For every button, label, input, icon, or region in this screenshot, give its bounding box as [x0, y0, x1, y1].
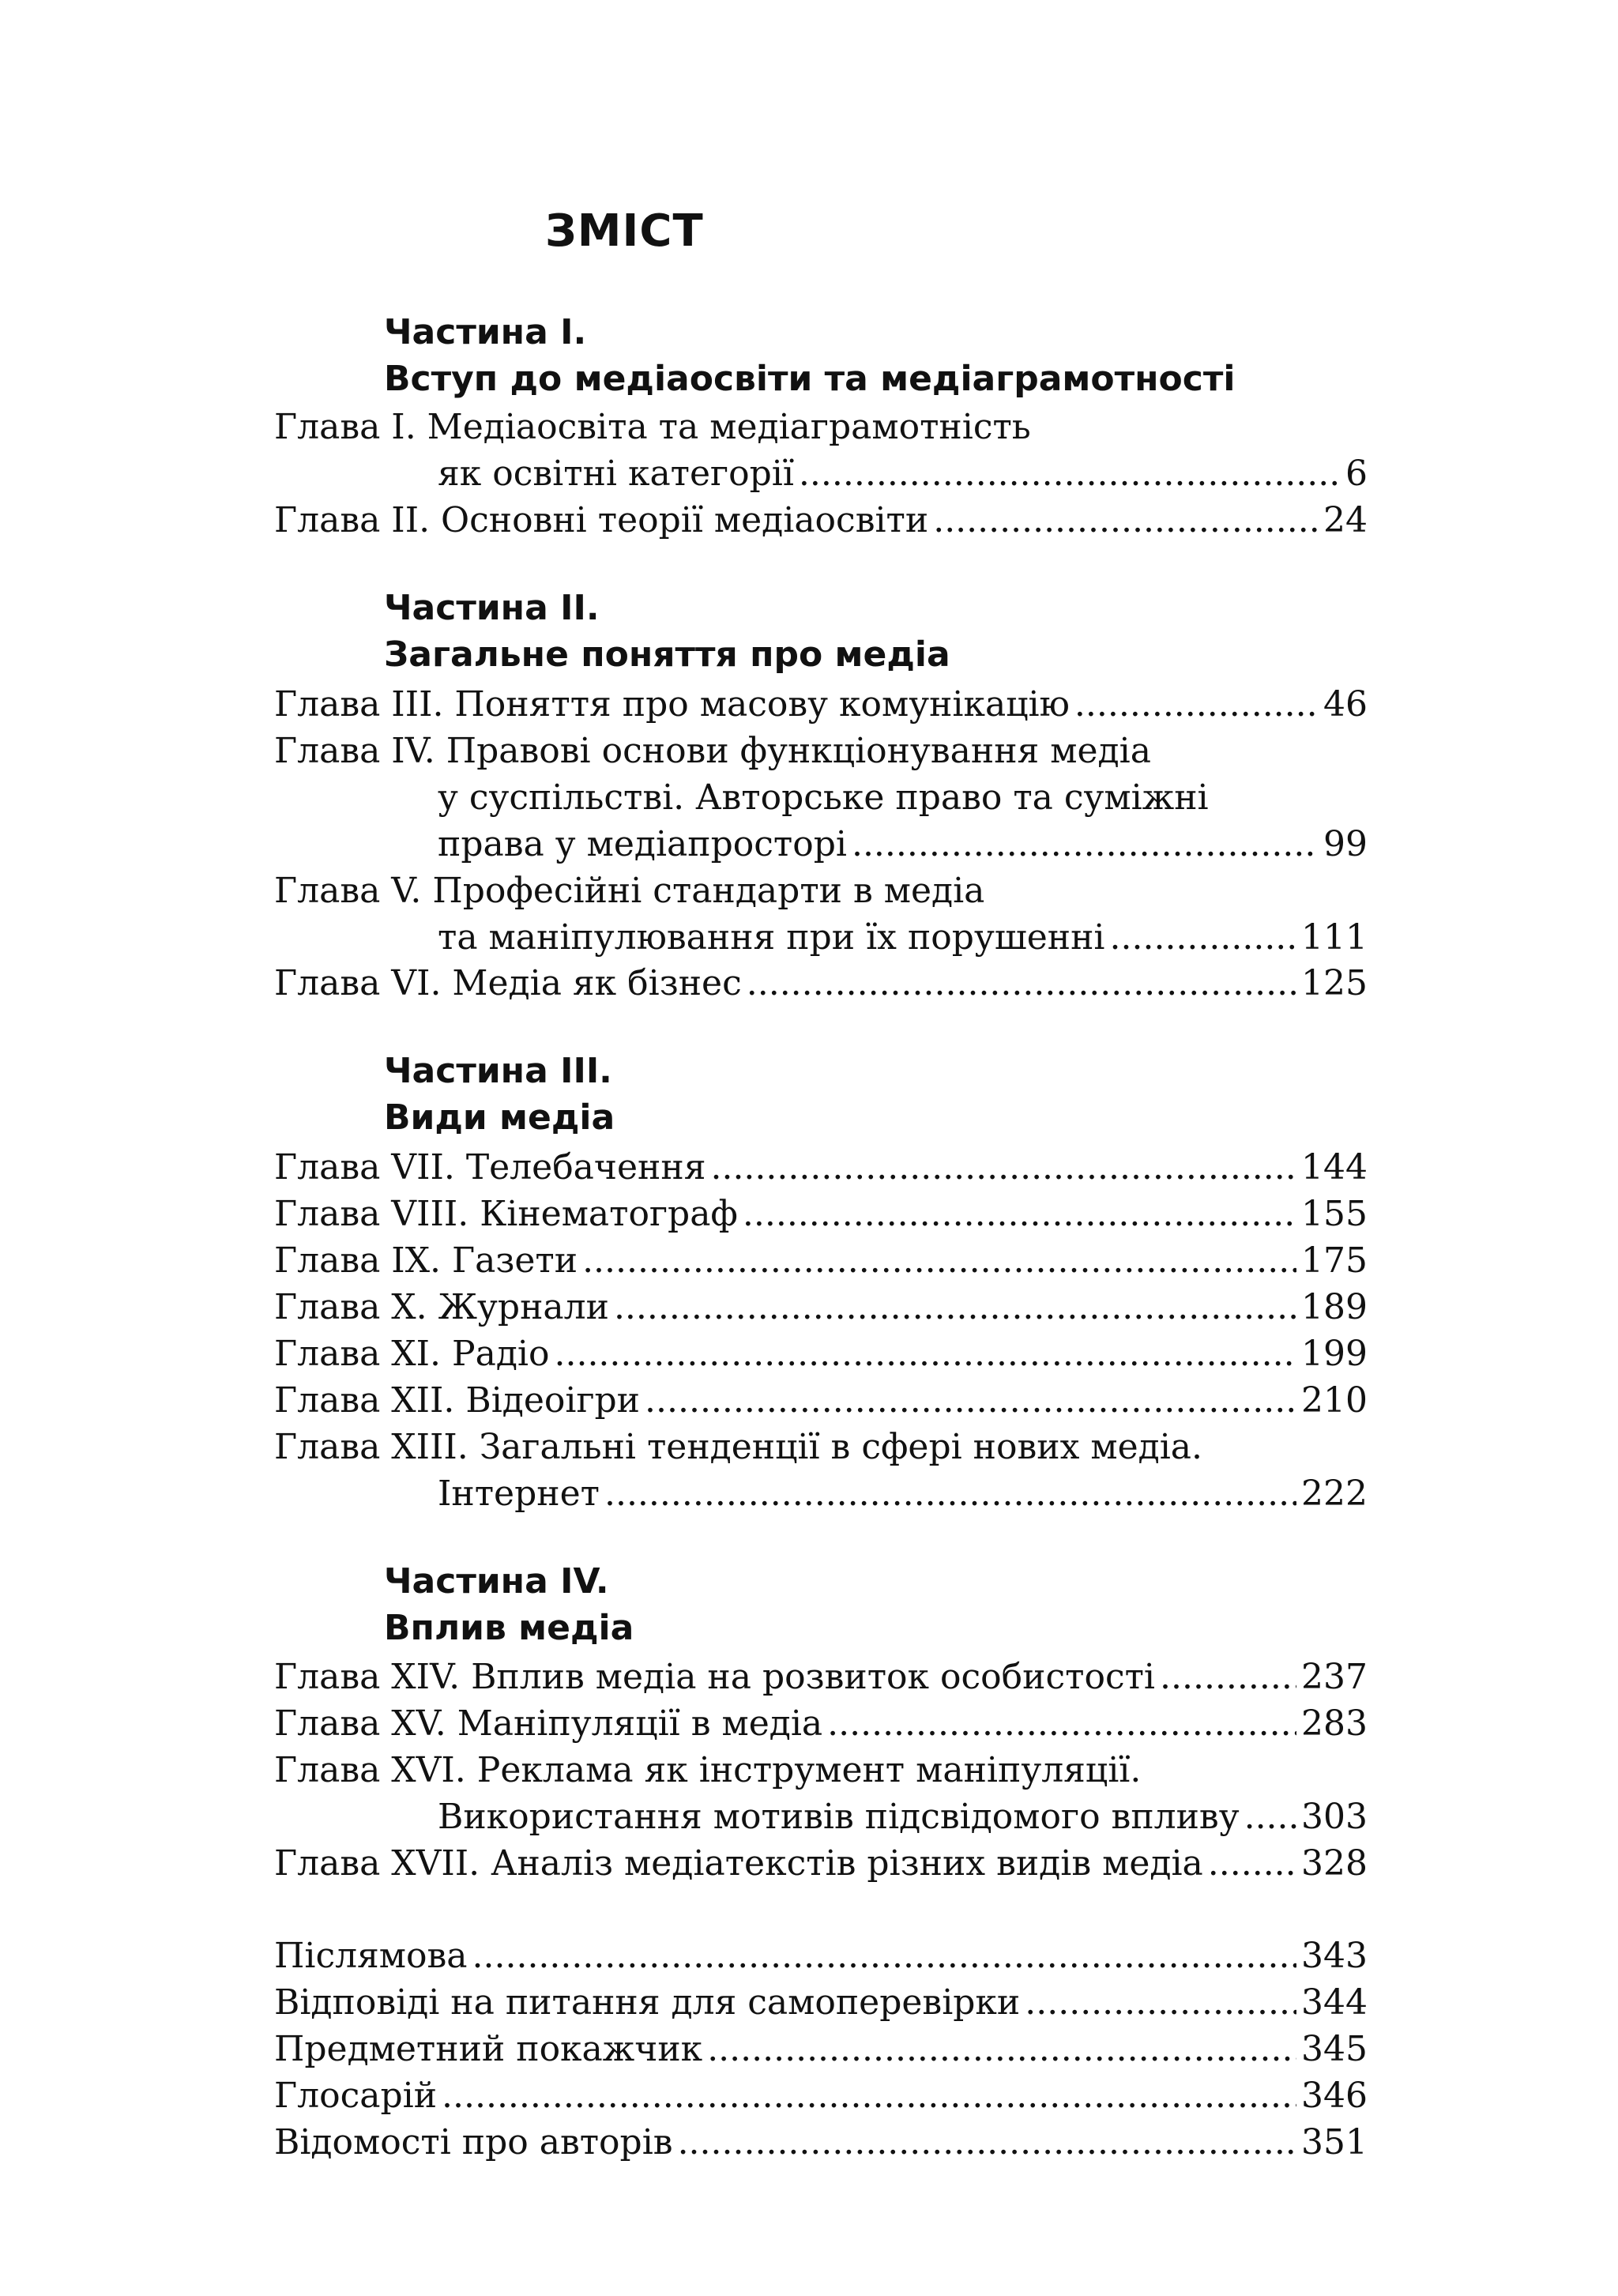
leader-dots — [710, 1143, 1296, 1192]
leader-dots — [645, 1376, 1296, 1425]
page-number: 344 — [1301, 1982, 1368, 2023]
part-3-title: Види медіа — [384, 1097, 615, 1138]
toc-entry[interactable]: Предметний покажчик ..... 345 — [274, 2025, 1368, 2074]
toc-entry[interactable]: Глава IX. Газети ..... 175 — [274, 1236, 1368, 1285]
leader-dots — [1244, 1793, 1296, 1842]
toc-entry[interactable]: Глава ІІІ. Поняття про масову комунікацію ..... 46 — [274, 680, 1368, 729]
leader-dots — [1025, 1978, 1296, 2027]
toc-entry[interactable]: Глава XI. Радіо ..... 199 — [274, 1330, 1368, 1379]
page-number: 155 — [1301, 1194, 1368, 1234]
page-number: 222 — [1301, 1474, 1368, 1514]
leader-dots — [472, 1932, 1297, 1981]
part-2-number: Частина II. — [384, 588, 600, 628]
leader-dots — [614, 1283, 1296, 1332]
page-number: 283 — [1301, 1703, 1368, 1744]
page-number: 346 — [1301, 2076, 1368, 2116]
page-number: 46 — [1323, 684, 1368, 725]
page-number: 237 — [1301, 1657, 1368, 1697]
leader-dots — [1110, 913, 1297, 962]
toc-entry[interactable]: Глосарій ..... 346 — [274, 2072, 1368, 2121]
toc-entry[interactable]: Післямова ..... 343 — [274, 1932, 1368, 1981]
leader-dots — [852, 820, 1319, 869]
toc-line: Глава І. Медіаосвіта та медіаграмотність — [274, 407, 1031, 447]
toc-line: Глава V. Професійні стандарти в медіа — [274, 871, 985, 911]
leader-dots — [933, 496, 1319, 545]
page-number: 175 — [1301, 1240, 1368, 1281]
toc-entry[interactable]: як освітні категорії ..... 6 — [438, 450, 1368, 499]
leader-dots — [743, 1190, 1296, 1239]
toc-entry[interactable]: та маніпулювання при їх порушенні ..... 111 — [438, 913, 1368, 962]
toc-entry[interactable]: Глава VI. Медіа як бізнес ..... 125 — [274, 959, 1368, 1008]
toc-entry[interactable]: Відповіді на питання для самоперевірки ..... 344 — [274, 1978, 1368, 2027]
part-1-number: Частина I. — [384, 312, 587, 352]
page-number: 111 — [1301, 917, 1368, 958]
leader-dots — [442, 2072, 1296, 2121]
page-number: 24 — [1323, 500, 1368, 540]
leader-dots — [582, 1236, 1296, 1285]
toc-entry[interactable]: Відомості про авторів ..... 351 — [274, 2118, 1368, 2167]
leader-dots — [707, 2025, 1296, 2074]
toc-entry[interactable]: Глава VIII. Кінематограф ..... 155 — [274, 1190, 1368, 1239]
leader-dots — [827, 1699, 1296, 1748]
part-2-title: Загальне поняття про медіа — [384, 634, 950, 675]
toc-entry[interactable]: Глава XV. Маніпуляції в медіа ..... 283 — [274, 1699, 1368, 1748]
page-number: 303 — [1301, 1797, 1368, 1837]
page-number: 199 — [1301, 1334, 1368, 1374]
leader-dots — [799, 450, 1341, 499]
leader-dots — [747, 959, 1296, 1008]
leader-dots — [1074, 680, 1319, 729]
toc-entry[interactable]: Глава XVII. Аналіз медіатекстів різних видів медіа ..... 328 — [274, 1839, 1368, 1888]
toc-entry[interactable]: Інтернет ..... 222 — [438, 1470, 1368, 1519]
page-number: 210 — [1301, 1380, 1368, 1421]
page-number: 189 — [1301, 1287, 1368, 1327]
page-number: 328 — [1301, 1843, 1368, 1884]
toc-entry[interactable]: Глава VII. Телебачення ..... 144 — [274, 1143, 1368, 1192]
leader-dots — [554, 1330, 1296, 1379]
page-number: 144 — [1301, 1147, 1368, 1188]
part-3-number: Частина III. — [384, 1051, 612, 1091]
page-number: 343 — [1301, 1936, 1368, 1976]
toc-line: Глава XIII. Загальні тенденції в сфері нових медіа. — [274, 1427, 1203, 1467]
page-number: 6 — [1345, 454, 1368, 494]
toc-entry[interactable]: Глава XII. Відеоігри ..... 210 — [274, 1376, 1368, 1425]
part-4-title: Вплив медіа — [384, 1608, 634, 1648]
page-title: ЗМІСТ — [545, 205, 704, 257]
page-number: 99 — [1323, 824, 1368, 864]
toc-line: Глава IV. Правові основи функціонування медіа — [274, 731, 1151, 771]
toc-entry[interactable]: права у медіапросторі ..... 99 — [438, 820, 1368, 869]
toc-entry[interactable]: Глава ІІ. Основні теорії медіаосвіти ..... 24 — [274, 496, 1368, 545]
toc-line: у суспільстві. Авторське право та суміжні — [438, 777, 1209, 818]
page-number: 351 — [1301, 2122, 1368, 2162]
part-1-title: Вступ до медіаосвіти та медіаграмотності — [384, 359, 1236, 399]
toc-entry[interactable]: Використання мотивів підсвідомого впливу ..... 303 — [438, 1793, 1368, 1842]
leader-dots — [1208, 1839, 1296, 1888]
toc-entry[interactable]: Глава X. Журнали ..... 189 — [274, 1283, 1368, 1332]
page-number: 345 — [1301, 2029, 1368, 2069]
leader-dots — [604, 1470, 1296, 1519]
page-number: 125 — [1301, 963, 1368, 1003]
leader-dots — [1160, 1653, 1296, 1702]
leader-dots — [678, 2118, 1296, 2167]
toc-line: Глава XVI. Реклама як інструмент маніпуляції. — [274, 1750, 1142, 1790]
toc-entry[interactable]: Глава XIV. Вплив медіа на розвиток особистості ..... 237 — [274, 1653, 1368, 1702]
part-4-number: Частина IV. — [384, 1561, 609, 1602]
